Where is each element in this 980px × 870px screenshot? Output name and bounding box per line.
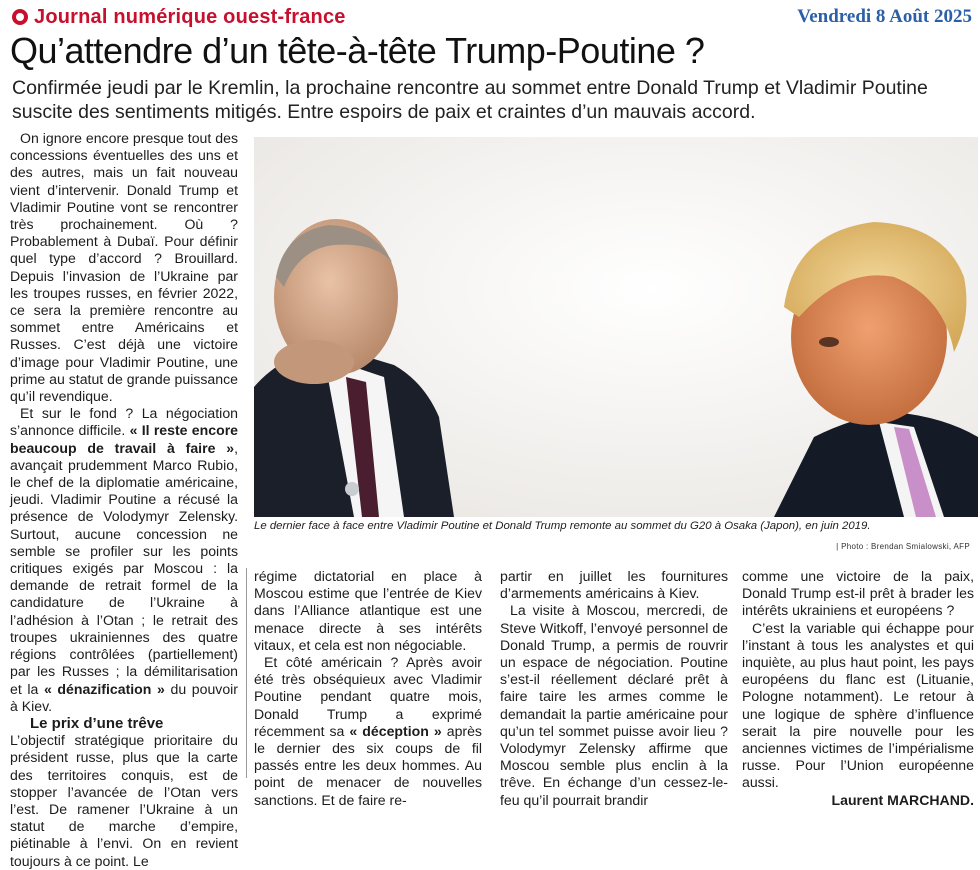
paragraph: La visite à Moscou, mercredi, de Steve Witkoff, l’envoyé personnel de Donald Trump, a permis de rouvrir un espace de négociation. Poutine s’est-il réellement déclaré prêt à faire taire les armes comme le demandait la partie américaine pour qu’un tel sommet puisse avoir lieu ? Volodymyr Zelensky affirme que Moscou semble plus enclin à la trêve. En échange d’un cessez-le-feu qu’il pourrait brandir	[500, 602, 728, 808]
paragraph: régime dictatorial en place à Moscou estime que l’entrée de Kiev dans l’Alliance atlantique est une menace directe à ses intérêts vitaux, et cela est non négociable.	[254, 568, 482, 653]
headline: Qu’attendre d’un tête-à-tête Trump-Poutine ?	[10, 30, 705, 71]
masthead	[12, 4, 346, 30]
ouest-france-logo-icon	[12, 9, 28, 25]
article-column-1	[10, 130, 238, 870]
subheading: Le prix d’une trêve	[30, 714, 164, 732]
quote: « dénazification »	[43, 680, 165, 697]
paragraph: C’est la variable qui échappe pour l’instant à tous les analystes et qui inquiète, au plus haut point, les pays européens du flanc est (Lituanie, Pologne notamment). Le retour à une logique de sphère d’influence serait la pire nouvelle pour les anciennes victimes de l’impérialisme russe. Pour l’Union européenne aussi.	[742, 619, 974, 791]
publication-date: Vendredi 8 Août 2025	[797, 6, 972, 27]
paragraph: comme une victoire de la paix, Donald Trump est-il prêt à brader les intérêts ukrainiens et européens ?	[742, 568, 974, 619]
article-photo	[254, 137, 978, 517]
paragraph: Et côté américain ? Après avoir été très obséquieux avec Vladimir Poutine pendant quatre mois, Donald Trump a exprimé récemment sa « déception » après le dernier des six coups de fil passés entre les deux hommes. Au point de menacer de nouvelles sanctions. Et de faire re-	[254, 654, 482, 808]
article-column-2	[254, 568, 482, 809]
chapeau: Confirmée jeudi par le Kremlin, la prochaine rencontre au sommet entre Donald Trump et Vladimir Poutine suscite des sentiments mitigés. Entre espoirs de paix et craintes d’un mauvais accord.	[12, 77, 928, 123]
putin-trump-photo	[254, 137, 978, 517]
column-divider	[246, 568, 247, 778]
article-column-4	[742, 568, 974, 809]
author-signature: Laurent MARCHAND.	[831, 791, 974, 808]
lapel-pin-icon	[345, 482, 359, 496]
quote: « Il reste encore beaucoup de travail à faire »	[10, 422, 239, 456]
photo-credit: | Photo : Brendan Smialowski, AFP	[836, 542, 970, 551]
photo-caption: Le dernier face à face entre Vladimir Poutine et Donald Trump remonte au sommet du G20 à Osaka (Japon), en juin 2019.	[254, 520, 871, 532]
paragraph: partir en juillet les fournitures d’armements américains à Kiev.	[500, 568, 728, 602]
quote: « déception »	[349, 722, 442, 739]
journal-name: Journal numérique ouest-france	[34, 5, 346, 28]
paragraph: Et sur le fond ? La négociation s’annonce difficile. « Il reste encore beaucoup de travail à faire », avançait prudemment Marco Rubio, le chef de la diplomatie américaine, jeudi. Vladimir Poutine a récusé la présence de Volodymyr Zelensky. Surtout, aucune concession ne semble se profiler sur les points critiques exigés par Moscou : la demande de retrait formel de la candidature de l’Ukraine à l’adhésion à l’Otan ; le retrait des troupes ukrainiennes des quatre régions contrôlées (partiellement) par les Russes ; la démilitarisation et la « dénazification » du pouvoir à Kiev.	[10, 405, 239, 714]
article-column-3	[500, 568, 728, 809]
paragraph: On ignore encore presque tout des concessions éventuelles des uns et des autres, mais un fait nouveau vient d’intervenir. Donald Trump et Vladimir Poutine vont se rencontrer très prochainement. Où ? Probablement à Dubaï. Pour définir quel type d’accord ? Brouillard. Depuis l’invasion de l’Ukraine par les troupes russes, en février 2022, ce sera la première rencontre au sommet entre Américains et Russes. C’est déjà une victoire d’image pour Vladimir Poutine, une prime au statut de grande puissance qu’il revendique.	[10, 130, 238, 405]
paragraph: L’objectif stratégique prioritaire du président russe, plus que la carte des territoires conquis, est de stopper l’avancée de l’Otan vers l’est. De ramener l’Ukraine à un statut de marche d’empire, piétinable à l’envi. On en revient toujours à ce point. Le	[10, 732, 238, 869]
